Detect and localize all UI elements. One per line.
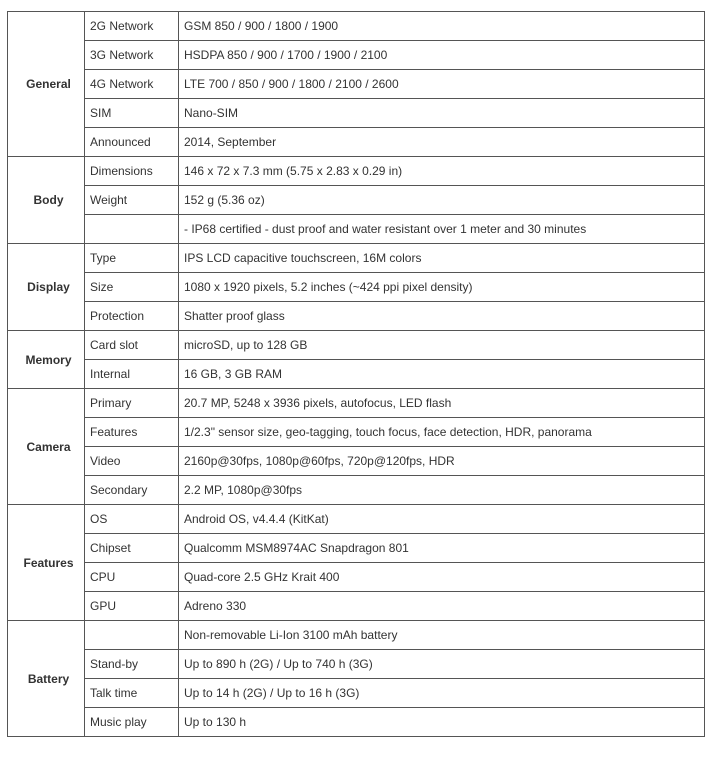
spec-label: 4G Network: [85, 70, 179, 99]
spec-row: [8, 476, 705, 505]
spec-label: CPU: [85, 563, 179, 592]
spec-row: [8, 157, 705, 186]
section-category: Features: [8, 505, 85, 621]
spec-label: Announced: [85, 128, 179, 157]
spec-label: Internal: [85, 360, 179, 389]
spec-value: Shatter proof glass: [179, 302, 705, 331]
spec-value: IPS LCD capacitive touchscreen, 16M colors: [179, 244, 705, 273]
spec-value: HSDPA 850 / 900 / 1700 / 1900 / 2100: [179, 41, 705, 70]
section-category: Battery: [8, 621, 85, 737]
spec-label: Primary: [85, 389, 179, 418]
spec-label: Dimensions: [85, 157, 179, 186]
spec-value: Up to 890 h (2G) / Up to 740 h (3G): [179, 650, 705, 679]
spec-label: [85, 621, 179, 650]
spec-table: [7, 11, 705, 737]
spec-value: 1/2.3" sensor size, geo-tagging, touch focus, face detection, HDR, panorama: [179, 418, 705, 447]
section-category: Display: [8, 244, 85, 331]
spec-value: - IP68 certified - dust proof and water resistant over 1 meter and 30 minutes: [179, 215, 705, 244]
spec-table-body: [8, 12, 705, 737]
spec-value: Up to 130 h: [179, 708, 705, 737]
spec-value: 1080 x 1920 pixels, 5.2 inches (~424 ppi pixel density): [179, 273, 705, 302]
spec-row: [8, 418, 705, 447]
spec-value: microSD, up to 128 GB: [179, 331, 705, 360]
spec-row: [8, 621, 705, 650]
spec-row: [8, 592, 705, 621]
spec-row: [8, 70, 705, 99]
section-category: Body: [8, 157, 85, 244]
spec-row: [8, 128, 705, 157]
spec-label: Chipset: [85, 534, 179, 563]
spec-label: 3G Network: [85, 41, 179, 70]
spec-row: [8, 534, 705, 563]
spec-row: [8, 389, 705, 418]
section-category: General: [8, 12, 85, 157]
spec-value: Up to 14 h (2G) / Up to 16 h (3G): [179, 679, 705, 708]
spec-value: Nano-SIM: [179, 99, 705, 128]
spec-row: [8, 41, 705, 70]
spec-row: [8, 273, 705, 302]
spec-label: Type: [85, 244, 179, 273]
spec-value: Quad-core 2.5 GHz Krait 400: [179, 563, 705, 592]
spec-row: [8, 650, 705, 679]
spec-value: 2014, September: [179, 128, 705, 157]
spec-row: [8, 12, 705, 41]
spec-row: [8, 708, 705, 737]
spec-value: GSM 850 / 900 / 1800 / 1900: [179, 12, 705, 41]
spec-label: Features: [85, 418, 179, 447]
spec-value: Adreno 330: [179, 592, 705, 621]
spec-row: [8, 302, 705, 331]
spec-row: [8, 563, 705, 592]
spec-row: [8, 360, 705, 389]
spec-label: Stand-by: [85, 650, 179, 679]
spec-row: [8, 186, 705, 215]
spec-value: 152 g (5.36 oz): [179, 186, 705, 215]
spec-label: GPU: [85, 592, 179, 621]
spec-value: Android OS, v4.4.4 (KitKat): [179, 505, 705, 534]
spec-label: OS: [85, 505, 179, 534]
spec-value: 2.2 MP, 1080p@30fps: [179, 476, 705, 505]
spec-row: [8, 447, 705, 476]
spec-label: [85, 215, 179, 244]
spec-value: 16 GB, 3 GB RAM: [179, 360, 705, 389]
spec-row: [8, 331, 705, 360]
spec-value: 2160p@30fps, 1080p@60fps, 720p@120fps, HDR: [179, 447, 705, 476]
spec-label: Talk time: [85, 679, 179, 708]
spec-row: [8, 505, 705, 534]
spec-row: [8, 99, 705, 128]
spec-label: Protection: [85, 302, 179, 331]
spec-value: 20.7 MP, 5248 x 3936 pixels, autofocus, LED flash: [179, 389, 705, 418]
section-category: Camera: [8, 389, 85, 505]
spec-row: [8, 679, 705, 708]
spec-row: [8, 244, 705, 273]
spec-label: Secondary: [85, 476, 179, 505]
spec-label: SIM: [85, 99, 179, 128]
spec-value: LTE 700 / 850 / 900 / 1800 / 2100 / 2600: [179, 70, 705, 99]
section-category: Memory: [8, 331, 85, 389]
spec-value: Non-removable Li-Ion 3100 mAh battery: [179, 621, 705, 650]
spec-label: Video: [85, 447, 179, 476]
spec-label: Music play: [85, 708, 179, 737]
spec-row: [8, 215, 705, 244]
spec-value: Qualcomm MSM8974AC Snapdragon 801: [179, 534, 705, 563]
spec-label: Card slot: [85, 331, 179, 360]
spec-value: 146 x 72 x 7.3 mm (5.75 x 2.83 x 0.29 in): [179, 157, 705, 186]
spec-label: Weight: [85, 186, 179, 215]
spec-label: 2G Network: [85, 12, 179, 41]
spec-label: Size: [85, 273, 179, 302]
